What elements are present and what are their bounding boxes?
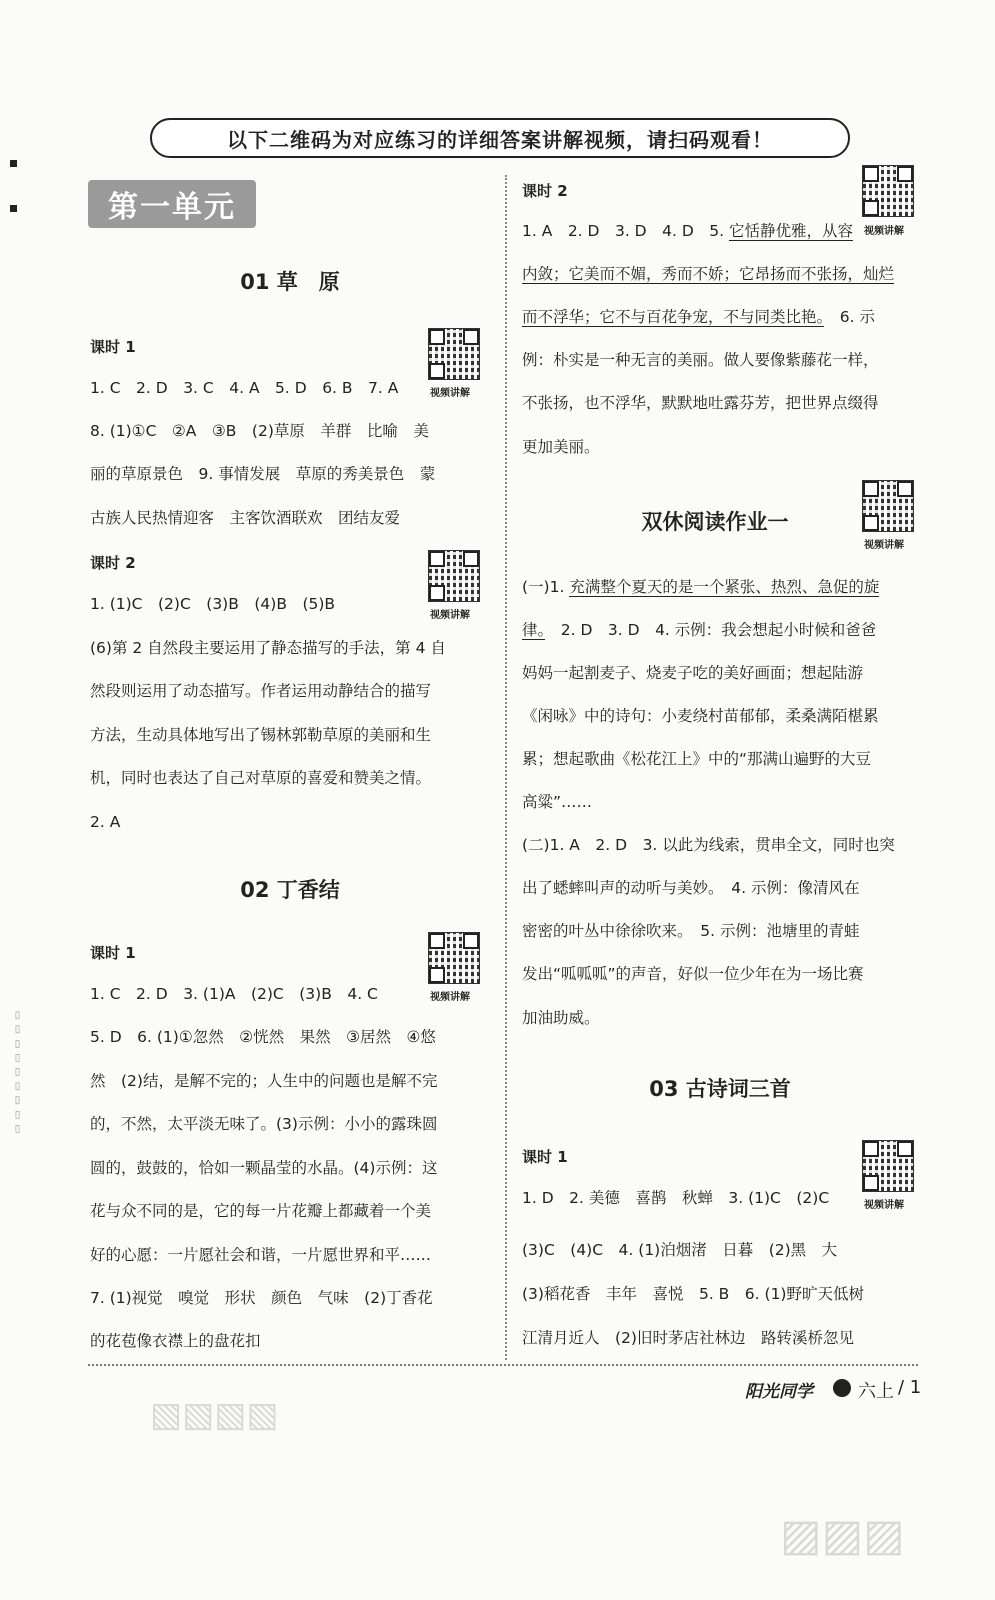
qr-label: 视频讲解 (430, 388, 470, 399)
answer-text: (一)1. (522, 578, 570, 596)
answer-line: 发出“呱呱呱”的声音，好似一位少年在为一场比赛 (522, 965, 864, 983)
answer-line (522, 307, 875, 327)
section-title-02: 02 丁香结 (240, 878, 340, 902)
column-divider (505, 175, 507, 1360)
page-number: / 1 (898, 1377, 922, 1398)
watermark: ▧▧▧▧ (150, 1395, 279, 1435)
answer-line: 《闲咏》中的诗句：小麦绕村苗郁郁，柔桑满陌椹累 (522, 707, 879, 725)
watermark: ▨▨▨ (780, 1510, 905, 1561)
margin-marker (10, 205, 17, 212)
answer-line: 丽的草原景色 9. 事情发展 草原的秀美景色 蒙 (90, 465, 436, 483)
unit-title: 第一单元 (88, 180, 256, 228)
qr-label: 视频讲解 (430, 992, 470, 1003)
answer-text: 6. 示 (824, 308, 875, 326)
lesson-2-heading: 课时 2 (522, 182, 568, 200)
answer-line (522, 620, 876, 640)
qr-code-icon[interactable] (862, 1140, 914, 1192)
answer-line: 1. C 2. D 3. C 4. A 5. D 6. B 7. A (90, 379, 399, 397)
answer-line: 更加美丽。 (522, 438, 600, 456)
banner: 以下二维码为对应练习的详细答案讲解视频，请扫码观看！ (150, 118, 850, 158)
answer-line: 出了蟋蟀叫声的动听与美妙。 4. 示例：像清风在 (522, 879, 860, 897)
answer-line: 密密的叶丛中徐徐吹来。 5. 示例：池塘里的青蛙 (522, 922, 860, 940)
answer-line: (6)第 2 自然段主要运用了静态描写的手法，第 4 自 (90, 639, 446, 657)
answer-line: 不张扬，也不浮华，默默地吐露芬芳，把世界点缀得 (522, 394, 879, 412)
answer-line: 5. D 6. (1)①忽然 ②恍然 果然 ③居然 ④悠 (90, 1028, 436, 1046)
answer-line: 机，同时也表达了自己对草原的喜爱和赞美之情。 (90, 769, 432, 787)
qr-code-icon[interactable] (428, 328, 480, 380)
answer-line: 2. A (90, 813, 121, 831)
qr-label: 视频讲解 (430, 610, 470, 621)
underlined-answer: 律。 (522, 621, 546, 639)
answer-line: 加油助威。 (522, 1009, 600, 1027)
answer-text: 1. A 2. D 3. D 4. D 5. (522, 222, 729, 240)
section-title-reading: 双休阅读作业一 (641, 510, 789, 534)
section-title-03: 03 古诗词三首 (649, 1077, 791, 1101)
section-title-01: 01 草 原 (240, 270, 340, 294)
lesson-1-heading: 课时 1 (90, 944, 136, 962)
answer-line: 然 (2)结，是解不完的；人生中的问题也是解不完 (90, 1072, 438, 1090)
qr-label: 视频讲解 (864, 1200, 904, 1211)
margin-marker (10, 160, 17, 167)
answer-line: 圆的，鼓鼓的，恰如一颗晶莹的水晶。(4)示例：这 (90, 1159, 438, 1177)
answer-line: 好的心愿：一片愿社会和谐，一片愿世界和平…… (90, 1246, 432, 1264)
answer-line (522, 577, 879, 597)
answer-line: 然段则运用了动态描写。作者运用动静结合的描写 (90, 682, 432, 700)
qr-label: 视频讲解 (864, 226, 904, 237)
underlined-answer: 它恬静优雅，从容 (729, 222, 854, 240)
underlined-answer: 内敛；它美而不媚，秀而不娇；它昂扬而不张扬，灿烂 (522, 265, 895, 283)
margin-text: ▯ ▯ ▯ ▯ ▯ ▯ ▯ ▯ ▯ (12, 1010, 23, 1135)
answer-line: 方法，生动具体地写出了锡林郭勒草原的美丽和生 (90, 726, 432, 744)
underlined-answer: 而不浮华；它不与百花争宠，不与同类比艳。 (522, 308, 825, 326)
lesson-2-heading: 课时 2 (90, 554, 136, 572)
answer-text: 2. D 3. D 4. 示例：我会想起小时候和爸爸 (545, 621, 877, 639)
answer-line: (3)稻花香 丰年 喜悦 5. B 6. (1)野旷天低树 (522, 1285, 864, 1303)
answer-line (522, 264, 894, 284)
qr-code-icon[interactable] (862, 480, 914, 532)
answer-line: 古族人民热情迎客 主客饮酒联欢 团结友爱 (90, 509, 401, 527)
answer-line: 1. D 2. 美德 喜鹊 秋蝉 3. (1)C (2)C (522, 1189, 830, 1207)
answer-line: 累；想起歌曲《松花江上》中的“那满山遍野的大豆 (522, 750, 872, 768)
qr-code-icon[interactable] (428, 932, 480, 984)
brand-logo: 阳光同学 (745, 1382, 813, 1402)
answer-line: (3)C (4)C 4. (1)泊烟渚 日暮 (2)黑 大 (522, 1241, 838, 1259)
grade-label: 六上 (858, 1381, 894, 1402)
answer-line: 江清月近人 (2)旧时茅店社林边 路转溪桥忽见 (522, 1329, 854, 1347)
answer-line: 1. C 2. D 3. (1)A (2)C (3)B 4. C (90, 985, 378, 1003)
lesson-1-heading: 课时 1 (90, 338, 136, 356)
answer-line: 1. (1)C (2)C (3)B (4)B (5)B (90, 595, 336, 613)
answer-line: 的花苞像衣襟上的盘花扣 (90, 1332, 261, 1350)
qr-code-icon[interactable] (428, 550, 480, 602)
answer-line: 妈妈一起割麦子、烧麦子吃的美好画面；想起陆游 (522, 664, 864, 682)
answer-line: (二)1. A 2. D 3. 以此为线索，贯串全文，同时也突 (522, 836, 895, 854)
publisher-badge-icon (833, 1379, 851, 1397)
lesson-1-heading: 课时 1 (522, 1148, 568, 1166)
qr-code-icon[interactable] (862, 165, 914, 217)
footer-divider (88, 1364, 918, 1366)
answer-line: 的，不然，太平淡无味了。(3)示例：小小的露珠圆 (90, 1115, 438, 1133)
underlined-answer: 充满整个夏天的是一个紧张、热烈、急促的旋 (569, 578, 880, 596)
answer-line: 8. (1)①C ②A ③B (2)草原 羊群 比喻 美 (90, 422, 429, 440)
answer-line (522, 221, 853, 241)
qr-label: 视频讲解 (864, 540, 904, 551)
answer-line: 花与众不同的是，它的每一片花瓣上都藏着一个美 (90, 1202, 432, 1220)
answer-line: 例：朴实是一种无言的美丽。做人要像紫藤花一样， (522, 351, 879, 369)
answer-line: 高粱”…… (522, 793, 593, 811)
answer-line: 7. (1)视觉 嗅觉 形状 颜色 气味 (2)丁香花 (90, 1289, 433, 1307)
